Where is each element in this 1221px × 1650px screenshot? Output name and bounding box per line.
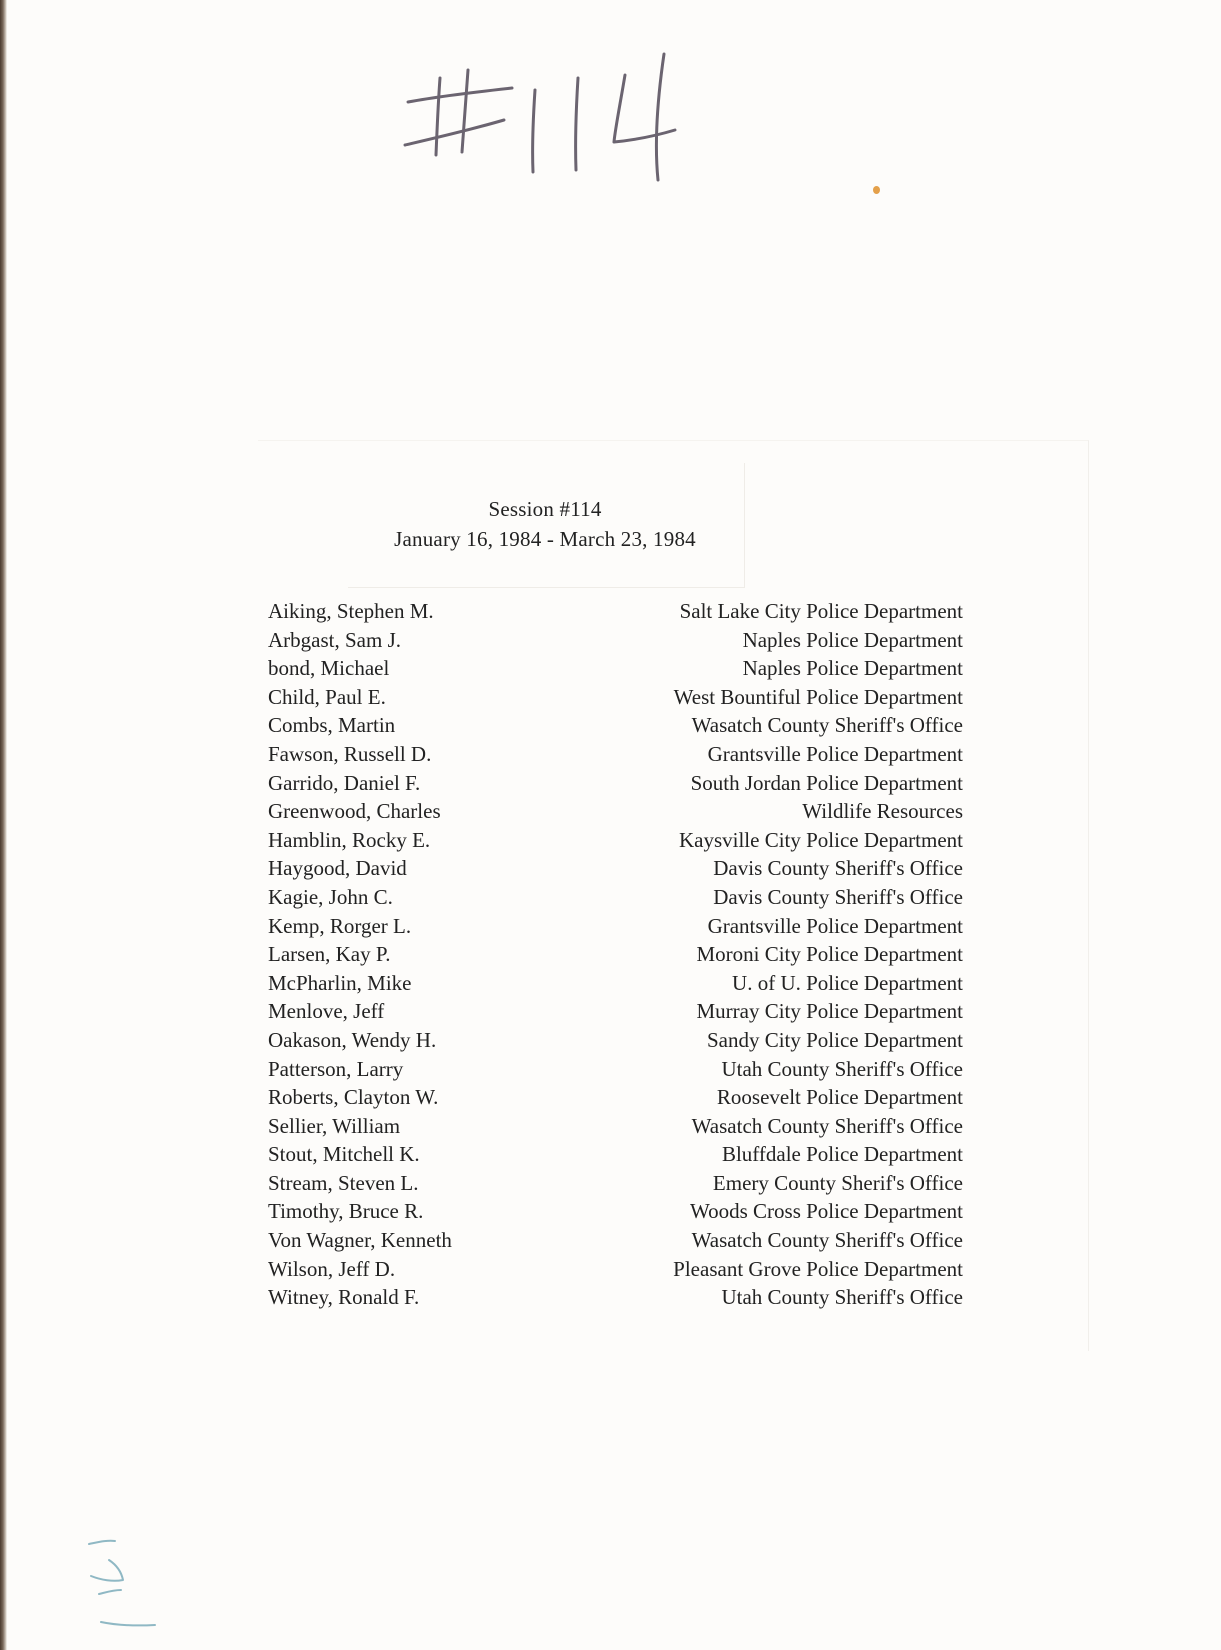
officer-name: Hamblin, Rocky E. <box>268 827 431 852</box>
officer-name: Garrido, Daniel F. <box>268 770 421 795</box>
officer-name: Aiking, Stephen M. <box>268 599 434 623</box>
officer-name: Haygood, David <box>268 856 407 881</box>
officer-name: Kagie, John C. <box>268 884 393 909</box>
officer-name: Timothy, Bruce R. <box>268 1199 424 1224</box>
roster-row <box>268 940 963 969</box>
officer-agency: Naples Police Department <box>742 627 963 652</box>
roster-row <box>268 797 963 826</box>
handwritten-margin-mark <box>85 1530 170 1645</box>
officer-agency: Utah County Sheriff's Office <box>721 1285 963 1310</box>
officer-agency: Naples Police Department <box>742 656 963 681</box>
session-title: Session #114 <box>488 497 602 521</box>
officer-name: Greenwood, Charles <box>268 799 441 824</box>
officer-agency: Davis County Sheriff's Office <box>713 884 963 909</box>
roster-row <box>268 626 963 655</box>
roster-row <box>268 1255 963 1284</box>
officer-name: Wilson, Jeff D. <box>268 1256 396 1281</box>
officer-agency: Wasatch County Sheriff's Office <box>691 713 963 738</box>
officer-agency: U. of U. Police Department <box>732 970 963 995</box>
officer-agency: Murray City Police Department <box>696 999 963 1024</box>
officer-name: Stout, Mitchell K. <box>268 1142 420 1167</box>
officer-name: McPharlin, Mike <box>268 970 412 995</box>
officer-agency: Grantsville Police Department <box>707 913 963 938</box>
roster-row <box>268 683 963 712</box>
roster-row <box>268 1083 963 1112</box>
session-dates: January 16, 1984 - March 23, 1984 <box>394 527 696 551</box>
roster-row <box>268 1283 963 1312</box>
roster-row <box>268 711 963 740</box>
roster-row <box>268 883 963 912</box>
officer-name: bond, Michael <box>268 656 390 681</box>
roster-row <box>268 597 963 626</box>
officer-agency: Sandy City Police Department <box>706 1027 963 1052</box>
officer-name: Menlove, Jeff <box>268 999 385 1024</box>
roster-row <box>268 997 963 1026</box>
officer-name: Oakason, Wendy H. <box>268 1027 437 1052</box>
paper-speck <box>873 186 880 194</box>
roster-row <box>268 1112 963 1141</box>
officer-agency: South Jordan Police Department <box>690 770 963 795</box>
roster-row <box>268 769 963 798</box>
officer-agency: Bluffdale Police Department <box>721 1142 963 1167</box>
officer-name: Sellier, William <box>268 1113 401 1138</box>
officer-agency: Utah County Sheriff's Office <box>721 1056 963 1081</box>
officer-agency: Grantsville Police Department <box>707 741 963 766</box>
roster-row <box>268 1140 963 1169</box>
officer-name: Roberts, Clayton W. <box>268 1085 439 1110</box>
handwritten-session-number <box>400 50 700 190</box>
officer-name: Larsen, Kay P. <box>268 942 391 967</box>
officer-agency: Woods Cross Police Department <box>689 1199 963 1224</box>
officer-name: Arbgast, Sam J. <box>268 627 401 652</box>
officer-name: Kemp, Rorger L. <box>268 913 412 938</box>
officer-name: Patterson, Larry <box>268 1056 404 1081</box>
officer-agency: Emery County Sherif's Office <box>712 1170 963 1195</box>
officer-agency: Wasatch County Sheriff's Office <box>691 1113 963 1138</box>
officer-name: Child, Paul E. <box>268 684 386 709</box>
officer-agency: Wildlife Resources <box>802 799 963 824</box>
officer-agency: Davis County Sheriff's Office <box>713 856 963 881</box>
roster-row <box>268 854 963 883</box>
roster-row <box>268 654 963 683</box>
roster-row <box>268 969 963 998</box>
page-binding-edge <box>0 0 7 1650</box>
roster-row <box>268 1055 963 1084</box>
session-header <box>360 494 730 554</box>
officer-agency: Pleasant Grove Police Department <box>673 1256 963 1281</box>
roster-row <box>268 826 963 855</box>
roster-row <box>268 1226 963 1255</box>
roster-row <box>268 1026 963 1055</box>
officer-agency: Wasatch County Sheriff's Office <box>691 1228 963 1253</box>
officer-name: Stream, Steven L. <box>268 1170 419 1195</box>
officer-name: Fawson, Russell D. <box>268 741 432 766</box>
officer-agency: West Bountiful Police Department <box>673 684 963 709</box>
officer-agency: Moroni City Police Department <box>696 942 963 967</box>
roster-row <box>268 1169 963 1198</box>
officer-agency: Roosevelt Police Department <box>716 1085 963 1110</box>
roster-row <box>268 1197 963 1226</box>
officer-agency: Salt Lake City Police Department <box>679 599 963 623</box>
roster-row <box>268 740 963 769</box>
officer-agency: Kaysville City Police Department <box>678 827 963 852</box>
officer-name: Von Wagner, Kenneth <box>268 1228 452 1253</box>
officer-name: Witney, Ronald F. <box>268 1285 420 1310</box>
officer-name: Combs, Martin <box>268 713 396 738</box>
roster-row <box>268 912 963 941</box>
roster-list <box>268 597 963 1312</box>
